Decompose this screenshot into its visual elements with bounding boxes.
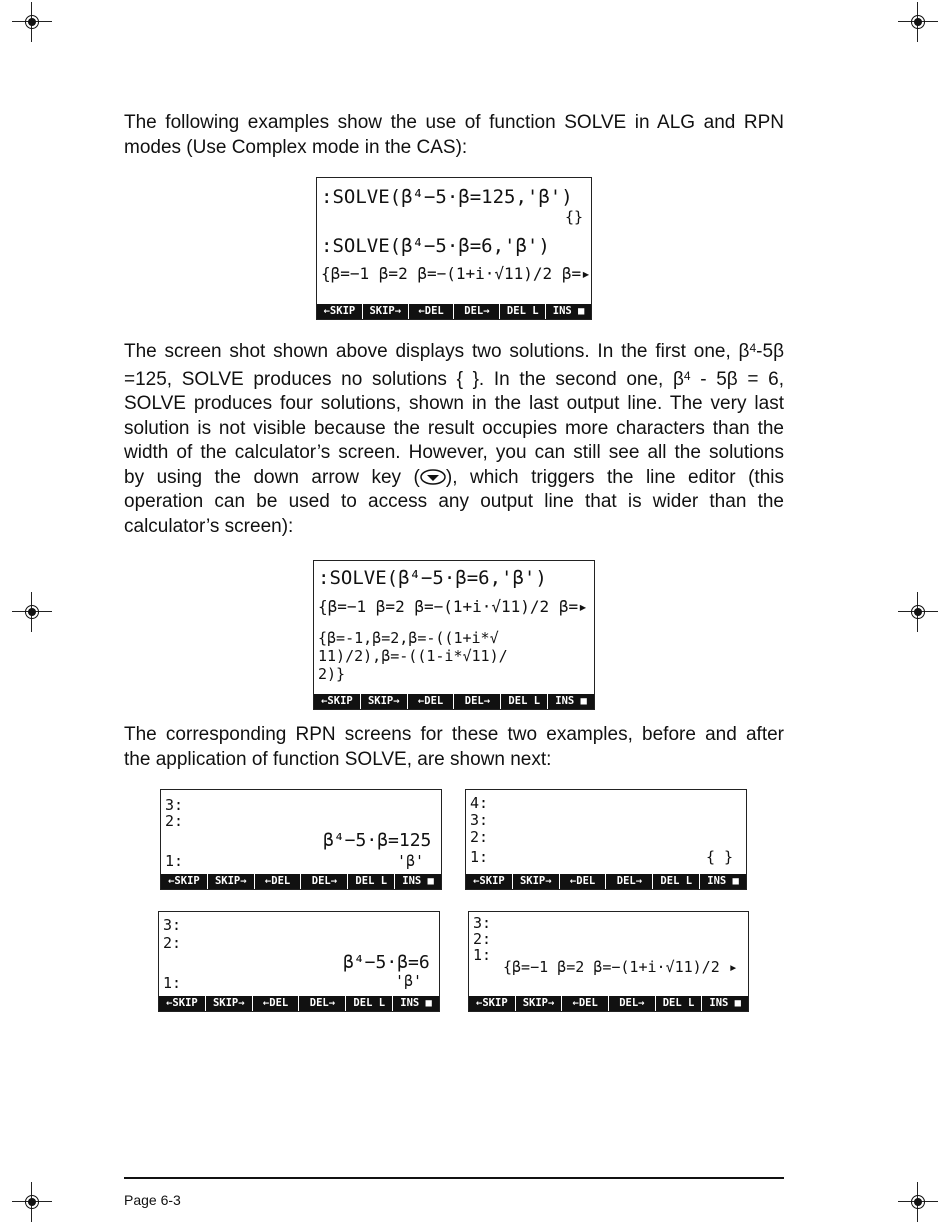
stack-level-1: 1: xyxy=(470,848,489,866)
para3-line-1: The corresponding RPN screens for these two examples, before and after xyxy=(124,724,784,745)
para3-line-2: the application of function SOLVE, are shown next: xyxy=(124,748,552,770)
menu-del-line[interactable]: DEL L xyxy=(653,874,700,889)
stack-level-2: 2: xyxy=(165,812,184,830)
superscript: 4 xyxy=(683,368,691,383)
soft-menu xyxy=(159,996,439,1011)
soft-menu xyxy=(314,694,594,709)
crop-mark-top-left xyxy=(12,2,52,42)
rpn-screen-after-2 xyxy=(468,911,749,1012)
menu-ins[interactable]: INS ■ xyxy=(402,875,434,887)
menu-skip-right[interactable]: SKIP→ xyxy=(363,304,409,319)
rpn-screen-before-2 xyxy=(158,911,440,1012)
menu-skip-left[interactable]: ←SKIP xyxy=(469,996,516,1011)
crop-mark-middle-right xyxy=(898,592,938,632)
menu-del-left[interactable]: ←DEL xyxy=(562,996,609,1011)
soft-menu xyxy=(469,996,748,1011)
soft-menu xyxy=(161,874,441,889)
calculator-screen-alg-1 xyxy=(316,177,592,320)
para2-text: -5β xyxy=(756,341,784,362)
para2-text: - 5β = 6, xyxy=(690,368,784,390)
explanation-paragraph xyxy=(124,340,784,539)
menu-ins[interactable]: INS ■ xyxy=(707,875,739,887)
menu-del-left[interactable]: ←DEL xyxy=(253,996,300,1011)
footer-rule xyxy=(124,1177,784,1179)
menu-del-right[interactable]: DEL→ xyxy=(606,874,653,889)
intro-paragraph xyxy=(124,111,784,160)
menu-skip-right[interactable]: SKIP→ xyxy=(361,694,408,709)
menu-del-left[interactable]: ←DEL xyxy=(408,694,455,709)
menu-ins[interactable]: INS ■ xyxy=(400,997,432,1009)
stack-level-1: 1: xyxy=(473,946,492,964)
menu-skip-right[interactable]: SKIP→ xyxy=(208,874,255,889)
stack-level-3: 3: xyxy=(473,914,492,932)
stack-level-3: 3: xyxy=(470,811,489,829)
soft-menu xyxy=(466,874,746,889)
menu-skip-right[interactable]: SKIP→ xyxy=(513,874,560,889)
menu-del-line[interactable]: DEL L xyxy=(500,304,546,319)
screen2-editor-line-2: 11)/2),β=-((1-i*√11)/ xyxy=(318,647,508,665)
menu-skip-right[interactable]: SKIP→ xyxy=(516,996,563,1011)
menu-del-line[interactable]: DEL L xyxy=(346,996,393,1011)
rpn-screen-before-1 xyxy=(160,789,442,890)
stack-level-2: 2: xyxy=(473,930,492,948)
intro-line-1: The following examples show the use of function SOLVE in ALG and RPN xyxy=(124,112,784,133)
stack-result: { } xyxy=(706,848,734,866)
screen2-editor-line-1: {β=-1,β=2,β=-((1+i*√ xyxy=(318,629,499,647)
screen2-editor-line-3: 2)} xyxy=(318,665,346,683)
stack-variable: 'β' xyxy=(395,972,423,990)
crop-mark-bottom-right xyxy=(898,1182,938,1222)
menu-del-right[interactable]: DEL→ xyxy=(454,304,500,319)
para2-text: by using the down arrow key ( xyxy=(124,466,420,488)
para2-line-4: solution is not visible because the result occupies more characters than the xyxy=(124,417,784,439)
stack-level-2: 2: xyxy=(163,934,182,952)
menu-del-line[interactable]: DEL L xyxy=(501,694,548,709)
menu-del-line[interactable]: DEL L xyxy=(348,874,395,889)
menu-del-line[interactable]: DEL L xyxy=(656,996,703,1011)
menu-skip-right[interactable]: SKIP→ xyxy=(206,996,253,1011)
menu-del-right[interactable]: DEL→ xyxy=(301,874,348,889)
menu-skip-left[interactable]: ←SKIP xyxy=(466,874,513,889)
intro-line-2: modes (Use Complex mode in the CAS): xyxy=(124,136,468,158)
rpn-screen-after-1 xyxy=(465,789,747,890)
para2-text: The screen shot shown above displays two solutions. In the first one, β xyxy=(124,341,750,362)
stack-level-3: 3: xyxy=(163,916,182,934)
stack-level-1: 1: xyxy=(163,974,182,992)
menu-del-right[interactable]: DEL→ xyxy=(454,694,501,709)
screen2-input: :SOLVE(β⁴−5·β=6,'β') xyxy=(318,567,547,589)
menu-skip-left[interactable]: ←SKIP xyxy=(314,694,361,709)
para2-line-1 xyxy=(124,340,784,365)
stack-result: {β=−1 β=2 β=−(1+i·√11)/2 ▸ xyxy=(503,958,738,976)
para2-line-2 xyxy=(124,368,784,393)
stack-level-2: 2: xyxy=(470,828,489,846)
stack-level-3: 3: xyxy=(165,796,184,814)
para2-text: ), which triggers the line editor (this xyxy=(445,466,784,488)
screen1-input-2: :SOLVE(β⁴−5·β=6,'β') xyxy=(321,235,550,257)
para2-line-3: SOLVE produces four solutions, shown in the last output line. The very last xyxy=(124,393,784,414)
stack-expression: β⁴−5·β=125 xyxy=(323,830,432,851)
crop-mark-middle-left xyxy=(12,592,52,632)
calculator-screen-line-editor xyxy=(313,560,595,710)
screen1-input-1: :SOLVE(β⁴−5·β=125,'β') xyxy=(321,186,573,208)
menu-del-left[interactable]: ←DEL xyxy=(409,304,455,319)
menu-skip-left[interactable]: ←SKIP xyxy=(159,996,206,1011)
crop-mark-top-right xyxy=(898,2,938,42)
menu-del-left[interactable]: ←DEL xyxy=(560,874,607,889)
para2-text: =125, SOLVE produces no solutions { }. In the second one, β xyxy=(124,368,684,390)
menu-skip-left[interactable]: ←SKIP xyxy=(161,874,208,889)
soft-menu xyxy=(317,304,591,319)
para2-line-7: operation can be used to access any output line that is wider than the xyxy=(124,491,784,512)
down-arrow-key-icon xyxy=(420,469,446,485)
stack-variable: 'β' xyxy=(397,852,425,870)
menu-del-right[interactable]: DEL→ xyxy=(609,996,656,1011)
stack-level-1: 1: xyxy=(165,852,184,870)
superscript: 4 xyxy=(749,341,757,355)
para2-line-5: width of the calculator’s screen. However, you can still see all the solutions xyxy=(124,442,784,463)
screen2-result: {β=−1 β=2 β=−(1+i·√11)/2 β=▸ xyxy=(318,597,588,616)
para2-line-8: calculator’s screen): xyxy=(124,515,294,537)
para2-line-6 xyxy=(124,466,784,491)
menu-del-left[interactable]: ←DEL xyxy=(255,874,302,889)
stack-expression: β⁴−5·β=6 xyxy=(343,952,430,973)
page-number: Page 6-3 xyxy=(124,1192,181,1208)
menu-ins[interactable]: INS ■ xyxy=(552,305,585,317)
rpn-paragraph xyxy=(124,723,784,772)
menu-skip-left[interactable]: ←SKIP xyxy=(317,304,363,319)
menu-ins[interactable]: INS ■ xyxy=(709,997,741,1009)
screen1-result-1: {} xyxy=(565,208,584,226)
menu-del-right[interactable]: DEL→ xyxy=(299,996,346,1011)
menu-ins[interactable]: INS ■ xyxy=(555,695,587,707)
screen1-result-2: {β=−1 β=2 β=−(1+i·√11)/2 β=▸ xyxy=(321,264,591,283)
crop-mark-bottom-left xyxy=(12,1182,52,1222)
stack-level-4: 4: xyxy=(470,794,489,812)
